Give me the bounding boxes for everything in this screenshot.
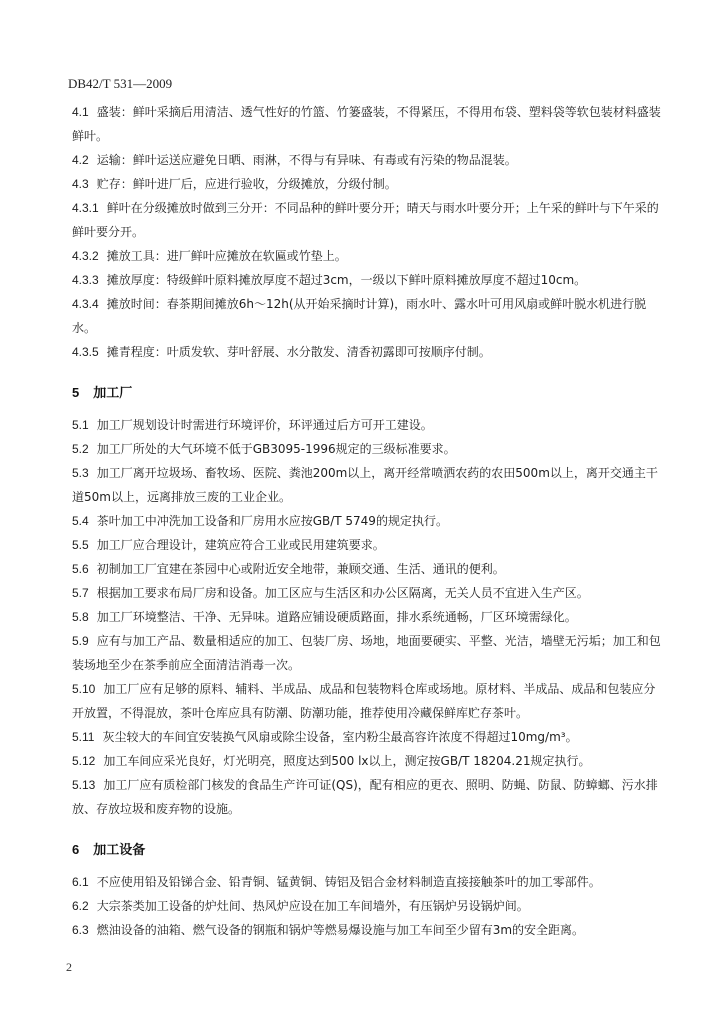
section4-clauses [72,100,662,364]
clause-text: 摊放时间：春茶期间摊放6h～12h(从开始采摘时计算)，雨水叶、露水叶可用风扇或鲜叶脱水机进行脱水。 [72,297,647,335]
section-5-heading [72,380,662,407]
clause-text: 鲜叶在分级摊放时做到三分开：不同品种的鲜叶要分开；晴天与雨水叶要分开；上午采的鲜叶与下午采的鲜叶要分开。 [72,201,659,239]
clause-number: 5.6 [72,562,89,576]
clause-paragraph [72,148,662,172]
clause-text: 加工厂离开垃圾场、畜牧场、医院、粪池200m以上，离开经常喷洒农药的农田500m以上，离开交通主干道50m以上，远离排放三废的工业企业。 [72,466,658,504]
clause-paragraph [72,244,662,268]
clause-number: 5.12 [72,754,96,768]
clause-paragraph [72,509,662,533]
clause-paragraph [72,749,662,773]
clause-number: 5.9 [72,634,89,648]
clause-paragraph [72,100,662,148]
clause-text: 燃油设备的油箱、燃气设备的钢瓶和锅炉等燃易爆设施与加工车间至少留有3m的安全距离。 [96,923,585,937]
clause-number: 6.1 [72,875,89,889]
clause-number: 5.1 [72,418,89,432]
clause-text: 茶叶加工中冲洗加工设备和厂房用水应按GB/T 5749的规定执行。 [96,514,448,528]
section5-clauses [72,413,662,821]
clause-paragraph [72,196,662,244]
clause-text: 加工车间应采光良好，灯光明亮，照度达到500 lx以上，测定按GB/T 18204.21规定执行。 [103,754,591,768]
clause-paragraph [72,581,662,605]
clause-paragraph [72,894,662,918]
section-title: 加工厂 [93,386,133,401]
clause-paragraph [72,629,662,677]
clause-number: 4.3.5 [72,345,99,359]
clause-number: 6.2 [72,899,89,913]
clause-number: 5.13 [72,778,96,792]
section-6-heading [72,837,662,864]
clause-paragraph [72,413,662,437]
clause-number: 5.7 [72,586,89,600]
clause-paragraph [72,533,662,557]
clause-text: 盛装：鲜叶采摘后用清洁、透气性好的竹篮、竹篓盛装，不得紧压，不得用布袋、塑料袋等软包装材料盛装鲜叶。 [72,105,661,143]
clause-paragraph [72,268,662,292]
clause-number: 5.4 [72,514,89,528]
section-number: 6 [72,842,80,857]
clause-text: 大宗茶类加工设备的炉灶间、热风炉应设在加工车间墙外，有压锅炉另设锅炉间。 [96,899,529,913]
clause-text: 加工厂所处的大气环境不低于GB3095-1996规定的三级标准要求。 [96,442,456,456]
clause-text: 摊放厚度：特级鲜叶原料摊放厚度不超过3cm，一级以下鲜叶原料摊放厚度不超过10cm。 [106,273,587,287]
clause-number: 4.3.3 [72,273,99,287]
clause-text: 不应使用铅及铅锑合金、铅青铜、锰黄铜、铸铝及铝合金材料制造直接接触茶叶的加工零部件。 [96,875,601,889]
page-number: 2 [66,960,72,974]
clause-paragraph [72,725,662,749]
clause-number: 5.2 [72,442,89,456]
clause-number: 4.3 [72,177,89,191]
clause-text: 加工厂环境整洁、干净、无异味。道路应铺设硬质路面，排水系统通畅，厂区环境需绿化。 [96,610,577,624]
clause-text: 摊青程度：叶质发软、芽叶舒展、水分散发、清香初露即可按顺序付制。 [106,345,491,359]
section-number: 5 [72,385,80,400]
clause-paragraph [72,918,662,942]
clause-text: 贮存：鲜叶进厂后，应进行验收，分级摊放，分级付制。 [96,177,397,191]
clause-paragraph [72,340,662,364]
clause-paragraph [72,437,662,461]
clause-text: 运输：鲜叶运送应避免日晒、雨淋，不得与有异味、有毒或有污染的物品混装。 [96,153,517,167]
clause-text: 加工厂应有足够的原料、辅料、半成品、成品和包装物料仓库或场地。原材料、半成品、成品和包装应分开放置，不得混放，茶叶仓库应具有防潮、防潮功能，推荐使用冷藏保鲜库贮存茶叶。 [72,682,656,720]
clause-paragraph [72,172,662,196]
section-title: 加工设备 [93,843,146,858]
clause-number: 4.3.2 [72,249,99,263]
clause-number: 6.3 [72,923,89,937]
clause-text: 加工厂应有质检部门核发的食品生产许可证(QS)，配有相应的更衣、照明、防蝇、防鼠、防蟑螂、污水排放、存放垃圾和废弃物的设施。 [72,778,658,816]
document-body [72,100,662,942]
clause-paragraph [72,292,662,340]
clause-text: 根据加工要求布局厂房和设备。加工区应与生活区和办公区隔离，无关人员不宜进入生产区。 [96,586,589,600]
clause-paragraph [72,461,662,509]
clause-number: 5.10 [72,682,96,696]
clause-number: 4.2 [72,153,89,167]
clause-number: 5.11 [72,730,95,744]
clause-text: 灰尘较大的车间宜安装换气风扇或除尘设备，室内粉尘最高容许浓度不得超过10mg/m³。 [102,730,578,744]
clause-number: 5.3 [72,466,89,480]
document-code-header: DB42/T 531—2009 [68,76,173,91]
clause-number: 4.3.4 [72,297,99,311]
clause-number: 5.5 [72,538,89,552]
clause-text: 初制加工厂宜建在茶园中心或附近安全地带，兼顾交通、生活、通讯的便利。 [96,562,505,576]
clause-text: 加工厂应合理设计，建筑应符合工业或民用建筑要求。 [96,538,385,552]
clause-paragraph [72,677,662,725]
clause-text: 摊放工具：进厂鲜叶应摊放在软匾或竹垫上。 [106,249,347,263]
clause-paragraph [72,605,662,629]
clause-number: 5.8 [72,610,89,624]
clause-number: 4.1 [72,105,89,119]
section6-clauses [72,870,662,942]
clause-paragraph [72,870,662,894]
clause-paragraph [72,773,662,821]
clause-text: 应有与加工产品、数量相适应的加工、包装厂房、场地，地面要硬实、平整、光洁，墙壁无污垢；加工和包装场地至少在茶季前应全面清洁消毒一次。 [72,634,661,672]
clause-text: 加工厂规划设计时需进行环境评价，环评通过后方可开工建设。 [96,418,433,432]
clause-number: 4.3.1 [72,201,99,215]
clause-paragraph [72,557,662,581]
